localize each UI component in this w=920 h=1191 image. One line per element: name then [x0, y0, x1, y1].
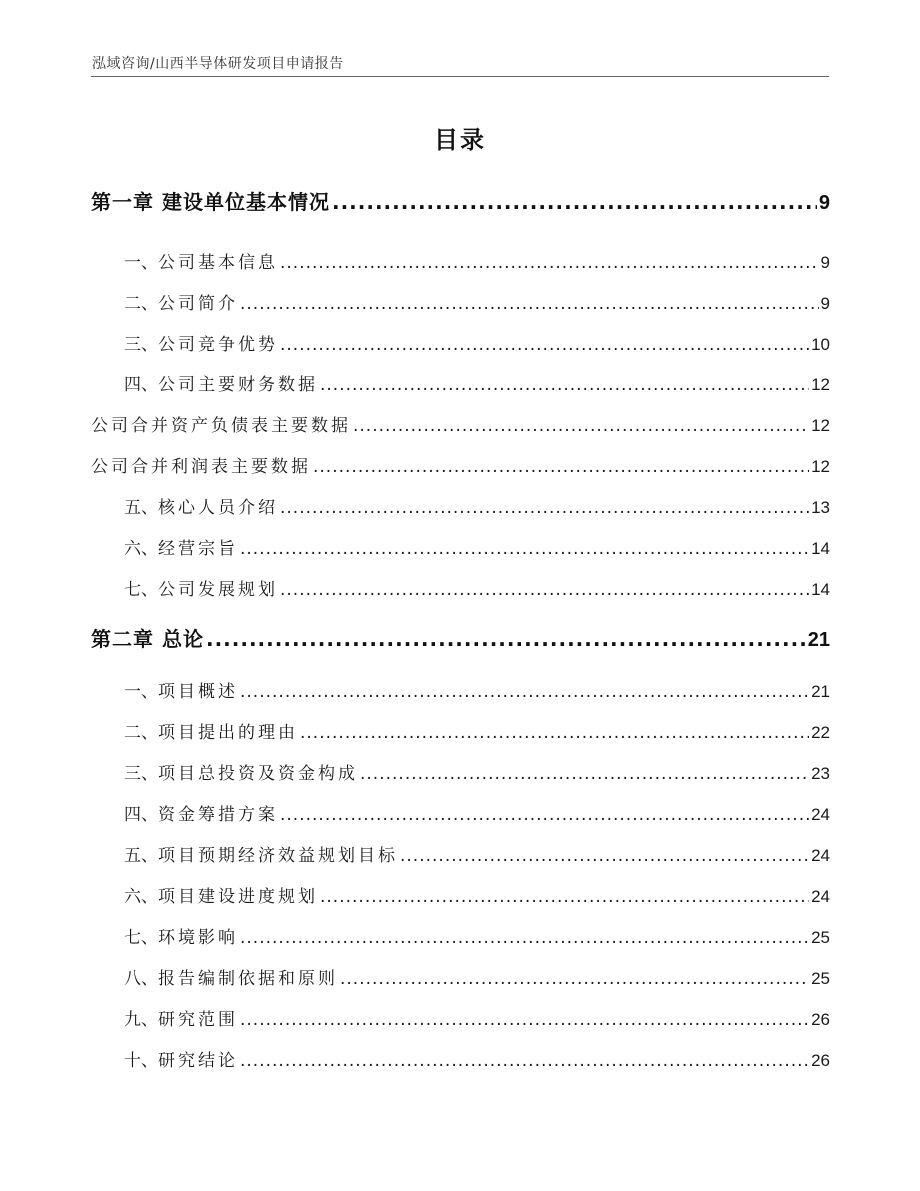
- toc-chapter[interactable]: [91, 623, 830, 652]
- toc-label: 项目总投资及资金构成: [158, 764, 358, 784]
- dot-leader: [313, 457, 809, 477]
- toc-label: 公司基本信息: [158, 253, 278, 273]
- toc-section-number: 六、: [124, 539, 158, 559]
- toc-section-number: 五、: [124, 846, 158, 866]
- dot-leader: [240, 539, 809, 559]
- toc-page-number: 24: [811, 846, 830, 865]
- toc-section[interactable]: [91, 923, 830, 948]
- toc-label: 核心人员介绍: [158, 498, 278, 518]
- toc-section-number: 七、: [124, 928, 158, 948]
- toc-page-number: 23: [811, 764, 830, 783]
- toc-subsection[interactable]: [91, 452, 830, 477]
- toc-section-number: 十、: [124, 1051, 158, 1071]
- toc-label: 环境影响: [158, 928, 238, 948]
- toc-page-number: 22: [811, 723, 830, 742]
- toc-section[interactable]: [91, 677, 830, 702]
- dot-leader: [300, 723, 809, 743]
- toc-label: 项目预期经济效益规划目标: [158, 846, 398, 866]
- toc-section-number: 四、: [124, 375, 158, 395]
- dot-leader: [280, 580, 809, 600]
- dot-leader: [320, 375, 809, 395]
- toc-label: 经营宗旨: [158, 539, 238, 559]
- toc-section-number: 八、: [124, 969, 158, 989]
- toc-label: 第二章 总论: [91, 627, 204, 651]
- dot-leader: [240, 1010, 809, 1030]
- toc-label: 研究范围: [158, 1010, 238, 1030]
- toc-page-number: 21: [811, 682, 830, 701]
- toc-label: 公司简介: [158, 294, 238, 314]
- dot-leader: [240, 294, 819, 314]
- toc-section[interactable]: [91, 800, 830, 825]
- toc-label: 公司合并资产负债表主要数据: [91, 416, 351, 436]
- toc-section-number: 五、: [124, 498, 158, 518]
- toc-page-number: 21: [807, 629, 830, 651]
- toc-section-number: 九、: [124, 1010, 158, 1030]
- page-header: 泓域咨询/山西半导体研发项目申请报告: [92, 56, 344, 72]
- toc-chapter[interactable]: [91, 186, 830, 215]
- toc-section-number: 二、: [124, 723, 158, 743]
- toc-page-number: 25: [811, 969, 830, 988]
- toc-label: 公司主要财务数据: [158, 375, 318, 395]
- dot-leader: [280, 253, 819, 273]
- toc-section[interactable]: [91, 1005, 830, 1030]
- toc-page-number: 9: [820, 253, 830, 272]
- toc-section-number: 二、: [124, 294, 158, 314]
- dot-leader: [280, 335, 809, 355]
- toc-section[interactable]: [91, 575, 830, 600]
- toc-label: 公司竞争优势: [158, 335, 278, 355]
- toc-label: 项目建设进度规划: [158, 887, 318, 907]
- dot-leader: [280, 498, 809, 518]
- dot-leader: [280, 805, 809, 825]
- toc-page-number: 12: [811, 457, 830, 476]
- toc-section[interactable]: [91, 882, 830, 907]
- toc-section-number: 四、: [124, 805, 158, 825]
- toc-section[interactable]: [91, 964, 830, 989]
- dot-leader: [332, 190, 817, 214]
- toc-page-number: 14: [811, 539, 830, 558]
- header-divider: [91, 76, 829, 77]
- toc-page-number: 24: [811, 887, 830, 906]
- dot-leader: [240, 928, 809, 948]
- toc-page-number: 9: [818, 192, 830, 214]
- toc-page-number: 26: [811, 1051, 830, 1070]
- toc-section[interactable]: [91, 330, 830, 355]
- toc-section-number: 一、: [124, 682, 158, 702]
- toc-section[interactable]: [91, 370, 830, 395]
- toc-page-number: 12: [811, 375, 830, 394]
- toc-section[interactable]: [91, 718, 830, 743]
- toc-label: 研究结论: [158, 1051, 238, 1071]
- toc-section-number: 七、: [124, 580, 158, 600]
- toc-page-number: 12: [811, 416, 830, 435]
- toc-label: 公司合并利润表主要数据: [91, 457, 311, 477]
- toc-label: 报告编制依据和原则: [158, 969, 338, 989]
- toc-page-number: 24: [811, 805, 830, 824]
- toc-section[interactable]: [91, 248, 830, 273]
- toc-page-number: 25: [811, 928, 830, 947]
- toc-label: 项目概述: [158, 682, 238, 702]
- toc-page-number: 10: [811, 335, 830, 354]
- dot-leader: [320, 887, 809, 907]
- toc-section-number: 三、: [124, 335, 158, 355]
- dot-leader: [400, 846, 809, 866]
- toc-section-number: 一、: [124, 253, 158, 273]
- toc-title: 目录: [434, 126, 486, 154]
- toc-label: 公司发展规划: [158, 580, 278, 600]
- toc-section[interactable]: [91, 759, 830, 784]
- toc-label: 第一章 建设单位基本情况: [91, 190, 330, 214]
- dot-leader: [240, 682, 809, 702]
- toc-label: 资金筹措方案: [158, 805, 278, 825]
- toc-section[interactable]: [91, 841, 830, 866]
- toc-page-number: 13: [811, 498, 830, 517]
- toc-section[interactable]: [91, 493, 830, 518]
- toc-section[interactable]: [91, 1046, 830, 1071]
- toc-section-number: 三、: [124, 764, 158, 784]
- toc-label: 项目提出的理由: [158, 723, 298, 743]
- toc-page-number: 26: [811, 1010, 830, 1029]
- toc-section[interactable]: [91, 289, 830, 314]
- dot-leader: [353, 416, 809, 436]
- toc-section-number: 六、: [124, 887, 158, 907]
- toc-page-number: 14: [811, 580, 830, 599]
- toc-subsection[interactable]: [91, 411, 830, 436]
- dot-leader: [206, 627, 806, 651]
- toc-section[interactable]: [91, 534, 830, 559]
- dot-leader: [340, 969, 809, 989]
- dot-leader: [360, 764, 809, 784]
- toc-page-number: 9: [820, 294, 830, 313]
- dot-leader: [240, 1051, 809, 1071]
